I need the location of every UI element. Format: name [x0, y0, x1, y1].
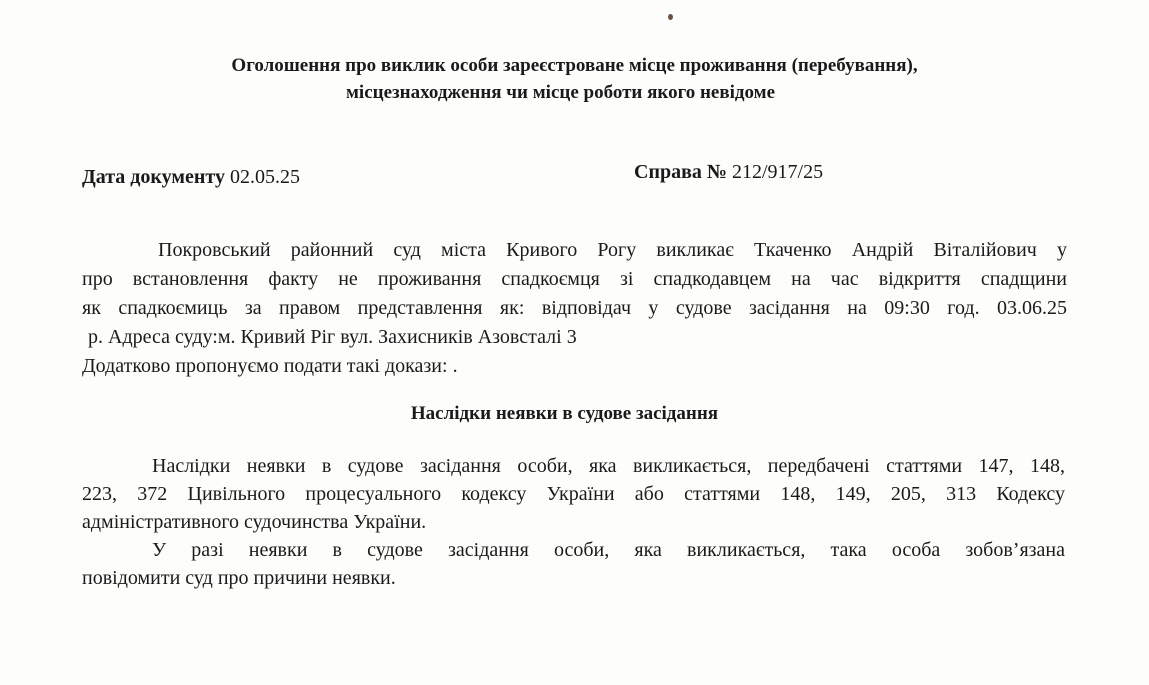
- consequences-line: Наслідки неявки в судове засідання особи, яка викликається, передбачені статтями 147, 148,: [152, 455, 1065, 477]
- case-value: 212/917/25: [732, 161, 824, 183]
- section-heading: Наслідки неявки в судове засідання: [410, 403, 719, 424]
- document-title: [0, 52, 1149, 106]
- title-line-2: місцезнаходження чи місце роботи якого невідоме: [345, 82, 776, 103]
- body-line: Покровський районний суд міста Кривого Рогу викликає Ткаченко Андрій Віталійович у: [158, 239, 1067, 261]
- body-line: як спадкоємиць за правом представлення як: відповідач у судове засідання на 09:30 год. 03.06.25: [82, 297, 1067, 319]
- case-label: Справа №: [634, 161, 727, 183]
- consequences-line: адміністративного судочинства України.: [82, 511, 427, 533]
- document-date: [82, 165, 300, 189]
- consequences-line: У разі неявки в судове засідання особи, яка викликається, така особа зобов’язана: [152, 539, 1065, 561]
- consequences-line: повідомити суд про причини неявки.: [82, 567, 396, 589]
- title-line-1: Оголошення про виклик особи зареєстроване місце проживання (перебування),: [231, 55, 918, 76]
- consequences-line: 223, 372 Цивільного процесуального кодексу України або статтями 148, 149, 205, 313 Кодексу: [82, 483, 1065, 505]
- body-line: Додатково пропонуємо подати такі докази: .: [82, 355, 458, 377]
- body-line: про встановлення факту не проживання спадкоємця зі спадкодавцем на час відкриття спадщини: [82, 268, 1067, 290]
- case-number: [634, 160, 823, 184]
- scan-speck: [668, 14, 673, 20]
- date-label: Дата документу: [82, 166, 225, 188]
- date-value: 02.05.25: [230, 166, 300, 188]
- consequences-paragraph: [82, 452, 1065, 592]
- summons-paragraph: [82, 236, 1067, 381]
- body-line: р. Адреса суду:м. Кривий Ріг вул. Захисників Азовсталі 3: [88, 326, 577, 348]
